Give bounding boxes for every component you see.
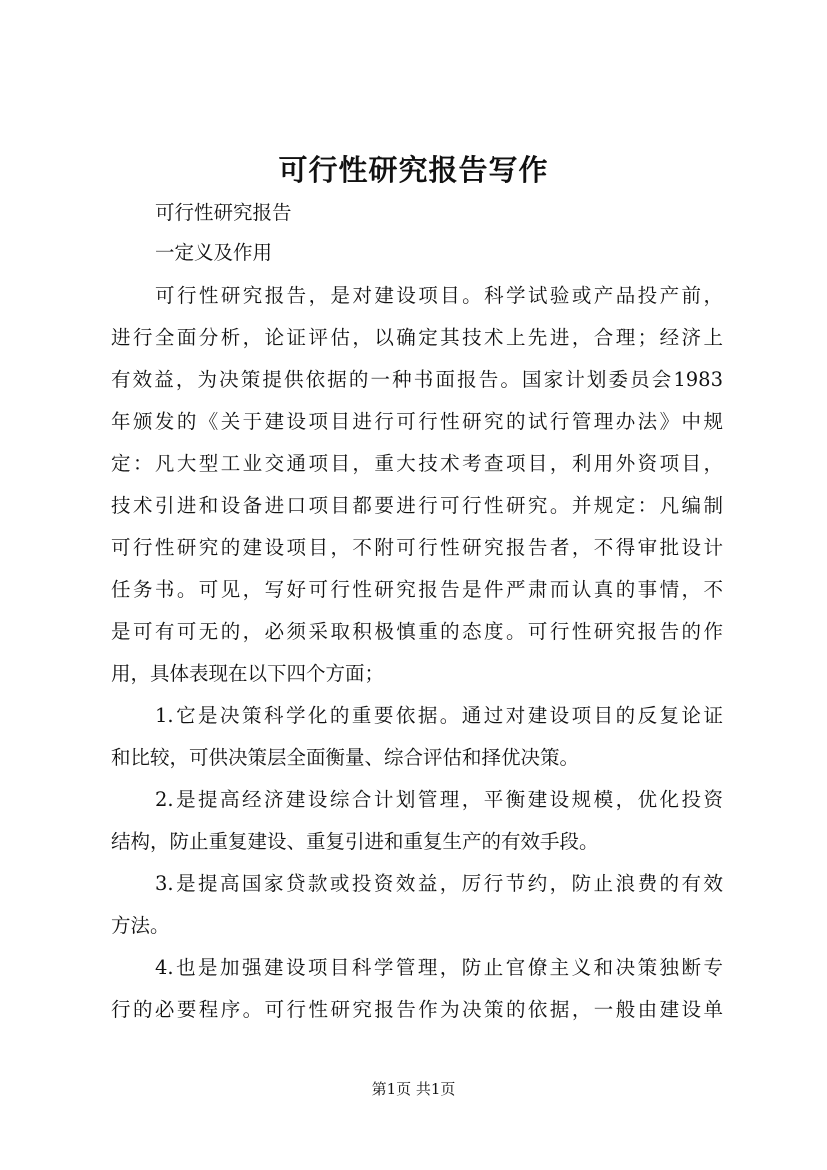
document-title: 可行性研究报告写作 bbox=[278, 153, 549, 187]
paragraph-line: 可行性研究报告 bbox=[155, 201, 292, 224]
paragraph-line: 2.是提高经济建设综合计划管理，平衡建设规模，优化投资 bbox=[155, 788, 723, 811]
paragraph-line: 和比较，可供决策层全面衡量、综合评估和择优决策。 bbox=[111, 746, 580, 769]
paragraph-line: 定：凡大型工业交通项目，重大技术考查项目，利用外资项目， bbox=[111, 452, 723, 475]
paragraph-line: 技术引进和设备进口项目都要进行可行性研究。并规定：凡编制 bbox=[111, 494, 723, 517]
paragraph-line: 进行全面分析，论证评估，以确定其技术上先进，合理；经济上 bbox=[111, 326, 723, 349]
paragraph-line: 行的必要程序。可行性研究报告作为决策的依据，一般由建设单 bbox=[111, 998, 723, 1021]
paragraph-line: 是可有可无的，必须采取积极慎重的态度。可行性研究报告的作 bbox=[111, 620, 723, 643]
paragraph-line: 有效益，为决策提供依据的一种书面报告。国家计划委员会1983 bbox=[111, 368, 723, 391]
paragraph-line: 1.它是决策科学化的重要依据。通过对建设项目的反复论证 bbox=[155, 704, 723, 727]
paragraph-line: 3.是提高国家贷款或投资效益，厉行节约，防止浪费的有效 bbox=[155, 872, 723, 895]
paragraph-line: 可行性研究的建设项目，不附可行性研究报告者，不得审批设计 bbox=[111, 536, 723, 559]
paragraph-line: 可行性研究报告，是对建设项目。科学试验或产品投产前， bbox=[155, 284, 723, 307]
page-footer: 第1页 共1页 bbox=[371, 1080, 456, 1098]
paragraph-line: 任务书。可见，写好可行性研究报告是件严肃而认真的事情，不 bbox=[111, 578, 723, 601]
paragraph-line: 一定义及作用 bbox=[155, 241, 273, 264]
paragraph-line: 年颁发的《关于建设项目进行可行性研究的试行管理办法》中规 bbox=[111, 410, 723, 433]
paragraph-line: 方法。 bbox=[111, 914, 170, 937]
paragraph-line: 用，具体表现在以下四个方面； bbox=[111, 662, 385, 685]
paragraph-line: 结构，防止重复建设、重复引进和重复生产的有效手段。 bbox=[111, 830, 599, 853]
paragraph-line: 4.也是加强建设项目科学管理，防止官僚主义和决策独断专 bbox=[155, 956, 723, 979]
